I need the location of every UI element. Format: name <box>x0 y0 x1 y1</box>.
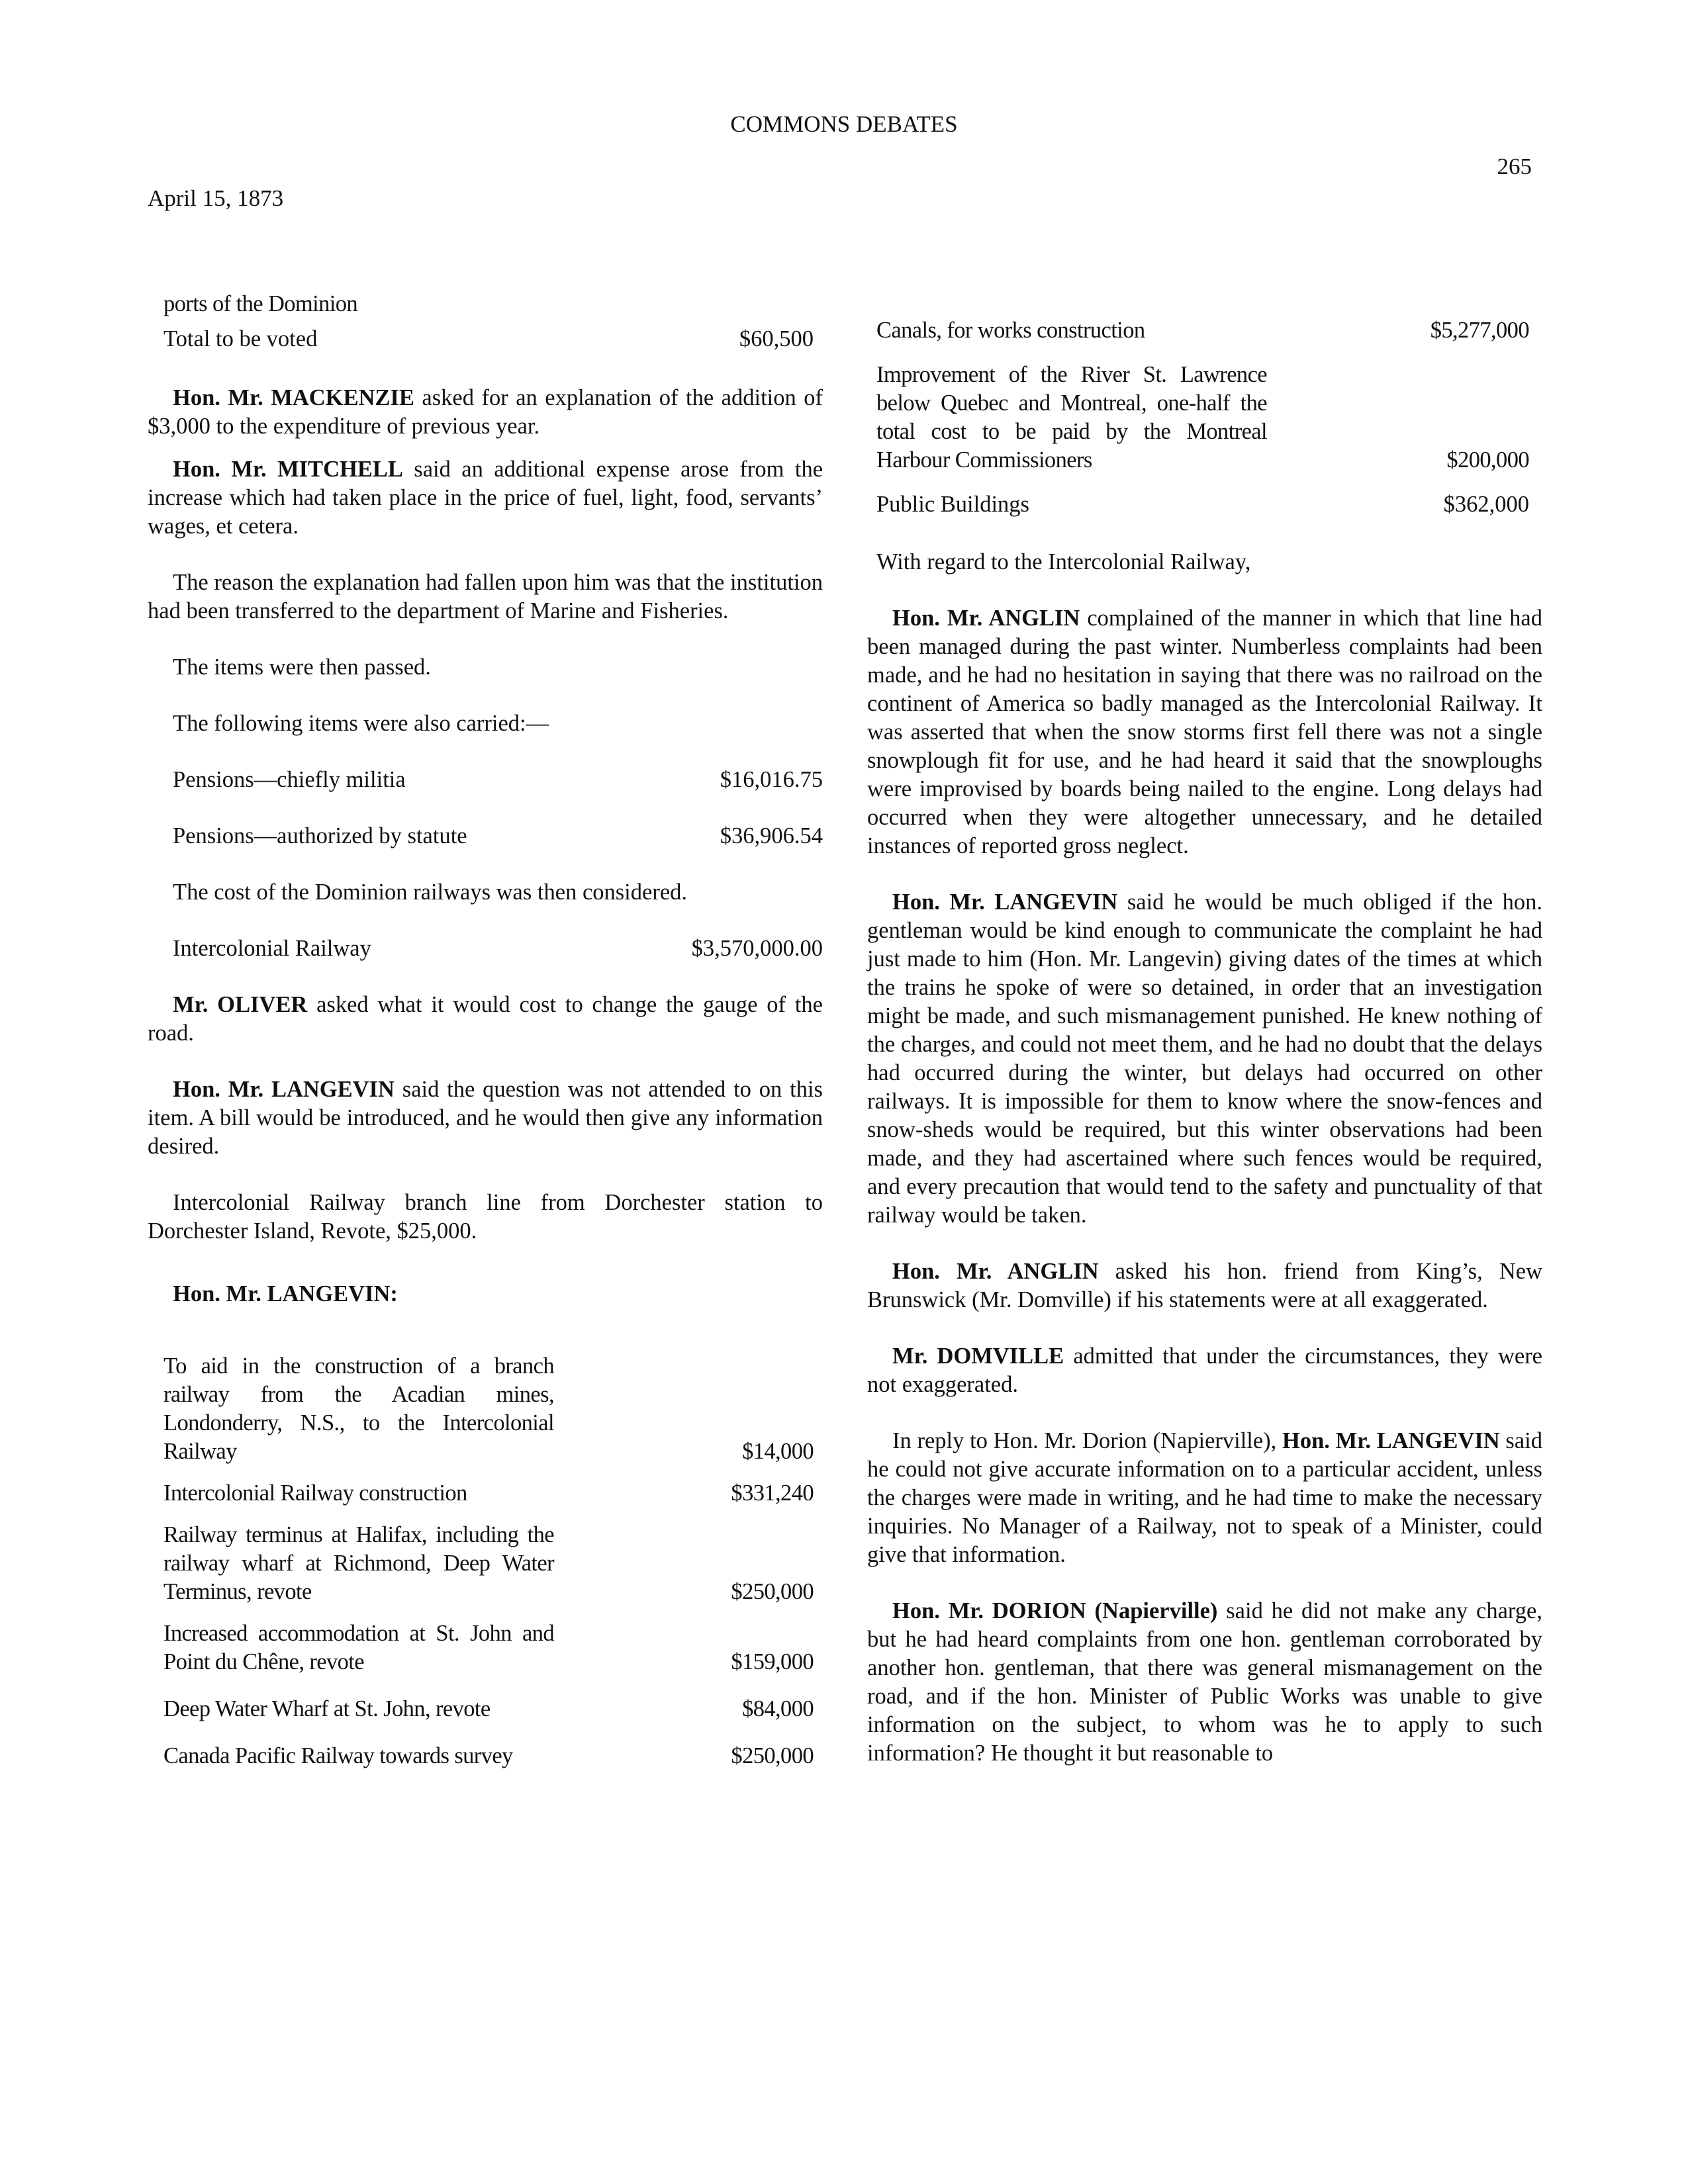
carry-over-text: ports of the Dominion <box>164 291 358 316</box>
table-amount: $250,000 <box>731 1743 814 1768</box>
table-label: Deep Water Wharf at St. John, revote <box>164 1696 491 1721</box>
page-date: April 15, 1873 <box>148 185 284 211</box>
table-row <box>876 316 1529 345</box>
speech-text: said the question was not attended to on this item. A bill would be introduced, and he would then give any information desired. <box>148 1077 823 1159</box>
table-amount: $331,240 <box>731 1480 814 1506</box>
speaker: Hon. Mr. ANGLIN <box>892 606 1080 631</box>
item-label: Pensions—chiefly militia <box>173 767 406 792</box>
speech-text: said he did not make any charge, but he had heard complaints from one hon. gentleman corroborated by another hon. gentleman, that there was general mismanagement on the road, and if the hon. Minister of Public Works was unable to give information on the subject, to whom was he to apply to such information? He thought it but reasonable to <box>867 1598 1542 1766</box>
paragraph: The cost of the Dominion railways was then considered. <box>173 880 688 905</box>
paragraph: The reason the explanation had fallen upon him was that the institution had been transferred to the department of Marine and Fisheries. <box>148 570 823 623</box>
table-amount: $5,277,000 <box>1430 318 1529 343</box>
item-label: Pensions—authorized by statute <box>173 823 467 848</box>
table-label: Improvement of the River St. Lawrence below Quebec and Montreal, one-half the total cost to be paid by the Montreal Harbour Commissioners <box>876 362 1267 473</box>
table-row <box>164 1742 814 1770</box>
page-number: 265 <box>1497 154 1532 179</box>
speaker: Hon. Mr. LANGEVIN <box>1282 1428 1500 1453</box>
table-row <box>164 1619 814 1676</box>
speech-langevin <box>148 1075 823 1161</box>
speech-anglin <box>867 604 1542 860</box>
table-row <box>164 1695 814 1723</box>
table-row <box>164 1479 814 1508</box>
speaker: Mr. DOMVILLE <box>892 1343 1064 1369</box>
speech-text: said he could not give accurate information on to a particular accident, unless the charges were made in writing, and he had time to make the necessary inquiries. No Manager of a Railway, not to speak of a Minister, could give that information. <box>867 1428 1542 1567</box>
paragraph: Intercolonial Railway branch line from Dorchester station to Dorchester Island, Revote, $25,000. <box>148 1190 823 1244</box>
right-column <box>867 316 1542 1768</box>
total-row <box>148 325 823 353</box>
table-amount: $159,000 <box>731 1649 814 1674</box>
speech-prefix: In reply to Hon. Mr. Dorion (Napierville), <box>892 1428 1283 1453</box>
speaker: Hon. Mr. MITCHELL <box>173 457 403 482</box>
speaker: Hon. Mr. ANGLIN <box>892 1259 1099 1284</box>
speech-text: asked his hon. friend from King’s, New Brunswick (Mr. Domville) if his statements were at all exaggerated. <box>867 1259 1542 1312</box>
paragraph: The following items were also carried:— <box>173 711 549 736</box>
speech-text: said an additional expense arose from the increase which had taken place in the price of fuel, light, food, servants’ wages, et cetera. <box>148 457 823 539</box>
item-row <box>148 766 823 794</box>
paragraph: With regard to the Intercolonial Railway, <box>876 549 1251 574</box>
table-label: To aid in the construction of a branch railway from the Acadian mines, Londonderry, N.S., to the Intercolonial Railway <box>164 1353 554 1464</box>
speaker: Mr. OLIVER <box>173 992 308 1017</box>
speech-mackenzie <box>148 384 823 441</box>
table-label: Railway terminus at Halifax, including the railway wharf at Richmond, Deep Water Terminus, revote <box>164 1522 554 1604</box>
speech-text: asked for an explanation of the addition of $3,000 to the expenditure of previous year. <box>148 385 823 439</box>
table-amount: $84,000 <box>742 1696 814 1721</box>
speech-oliver <box>148 991 823 1048</box>
total-label: Total to be voted <box>164 326 318 351</box>
table-row <box>876 361 1529 475</box>
speech-text: said he would be much obliged if the hon. gentleman would be kind enough to communicate the complaint he had just made to him (Hon. Mr. Langevin) giving dates of the times at which the trains he spoke of were so detained, in order that an investigation might be made, and such mismanagement punished. He knew nothing of the charges, and could not meet them, and he had no doubt that the delays had occurred during the winter, but delays had occurred on other railways. It is impossible for them to know where the snow-fences and snow-sheds would be required, but this winter observations had been made, and they had ascertained where such fences would be required, and every precaution that would tend to the safety and punctuality of that railway would be taken. <box>867 889 1542 1228</box>
estimates-table <box>148 1352 823 1770</box>
speaker: Hon. Mr. DORION (Napierville) <box>892 1598 1218 1623</box>
left-column <box>148 290 823 1770</box>
table-label: Intercolonial Railway construction <box>164 1480 467 1506</box>
item-row <box>148 934 823 963</box>
table-label: Increased accommodation at St. John and Point du Chêne, revote <box>164 1621 554 1674</box>
table-amount: $250,000 <box>731 1579 814 1604</box>
estimates-table <box>867 316 1542 519</box>
speech-mitchell <box>148 455 823 541</box>
table-label: Public Buildings <box>876 492 1029 517</box>
speech-anglin-2 <box>867 1257 1542 1314</box>
item-label: Intercolonial Railway <box>173 936 371 961</box>
speech-text: complained of the manner in which that line had been managed during the past winter. Numberless complaints had been made, and he had no hesitation in saying that there was no railroad on the continent of America so badly managed as the Intercolonial Railway. It was asserted that when the snow storms first fell there was not a single snowplough fit for use, and he had heard it said that the snowploughs were improvised by boards being nailed to the engine. Long delays had occurred when they were altogether unnecessary, and he detailed instances of reported gross neglect. <box>867 606 1542 858</box>
speech-langevin-reply <box>867 1427 1542 1569</box>
table-row <box>164 1352 814 1466</box>
speech-langevin <box>867 888 1542 1230</box>
table-row <box>876 490 1529 519</box>
table-amount: $200,000 <box>1446 447 1529 473</box>
item-amount: $16,016.75 <box>720 767 823 792</box>
paragraph: The items were then passed. <box>173 655 431 680</box>
speaker: Hon. Mr. LANGEVIN <box>173 1077 395 1102</box>
speech-text: admitted that under the circumstances, they were not exaggerated. <box>867 1343 1542 1397</box>
speech-dorion <box>867 1597 1542 1768</box>
table-label: Canada Pacific Railway towards survey <box>164 1743 513 1768</box>
speech-domville <box>867 1342 1542 1399</box>
running-header: COMMONS DEBATES <box>730 111 958 137</box>
speaker: Hon. Mr. LANGEVIN <box>892 889 1118 915</box>
table-amount: $362,000 <box>1443 492 1529 517</box>
table-row <box>164 1521 814 1606</box>
table-label: Canals, for works construction <box>876 318 1145 343</box>
total-amount: $60,500 <box>739 326 814 351</box>
item-amount: $3,570,000.00 <box>691 936 823 961</box>
table-amount: $14,000 <box>742 1439 814 1464</box>
item-amount: $36,906.54 <box>720 823 823 848</box>
speaker: Hon. Mr. MACKENZIE <box>173 385 414 410</box>
item-row <box>148 822 823 850</box>
speaker-heading: Hon. Mr. LANGEVIN: <box>173 1281 398 1306</box>
speech-text: asked what it would cost to change the gauge of the road. <box>148 992 823 1046</box>
